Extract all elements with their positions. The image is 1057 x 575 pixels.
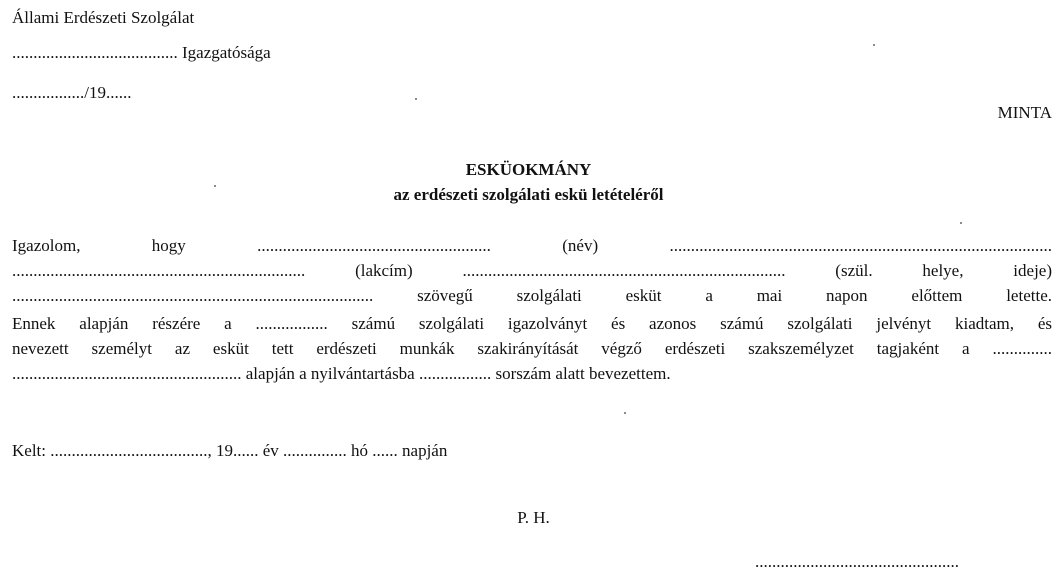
scan-speck bbox=[960, 222, 962, 224]
stamp-placeholder: P. H. bbox=[517, 508, 550, 527]
scan-speck bbox=[214, 185, 216, 187]
body-line-6: ...................................................... alapján a nyilvántartásba ................. sorszám alatt bevezettem. bbox=[12, 364, 671, 383]
body-line-1: Igazolom, hogy ....................................................... (név) .......................................................................................... bbox=[12, 236, 1052, 255]
reference-number: ................./19...... bbox=[12, 83, 132, 102]
document-title: ESKÜOKMÁNY bbox=[465, 160, 592, 179]
date-line: Kelt: ....................................., 19...... év ............... hó ...... napján bbox=[12, 441, 448, 460]
body-line-5: nevezett személyt az esküt tett erdészeti munkák szakirányítását végző erdészeti szakszemélyzet tagjaként a .............. bbox=[12, 339, 1052, 358]
sample-label: MINTA bbox=[997, 103, 1052, 122]
scan-speck bbox=[624, 412, 626, 414]
directorate-line: ....................................... Igazgatósága bbox=[12, 43, 271, 62]
body-line-3: ..................................................................................... szövegű szolgálati esküt a mai napon előttem letette. bbox=[12, 286, 1052, 305]
scan-speck bbox=[415, 98, 417, 100]
document-subtitle: az erdészeti szolgálati eskü letételéről bbox=[393, 185, 664, 204]
body-line-2: ..................................................................... (lakcím) ............................................................................ (szül. helye, ideje) bbox=[12, 261, 1052, 280]
scan-speck bbox=[873, 44, 875, 46]
organization-name: Állami Erdészeti Szolgálat bbox=[12, 8, 195, 27]
body-line-4: Ennek alapján részére a ................. számú szolgálati igazolványt és azonos számú szolgálati jelvényt kiadtam, és bbox=[12, 314, 1052, 333]
signature-line: ................................................ bbox=[755, 552, 959, 571]
